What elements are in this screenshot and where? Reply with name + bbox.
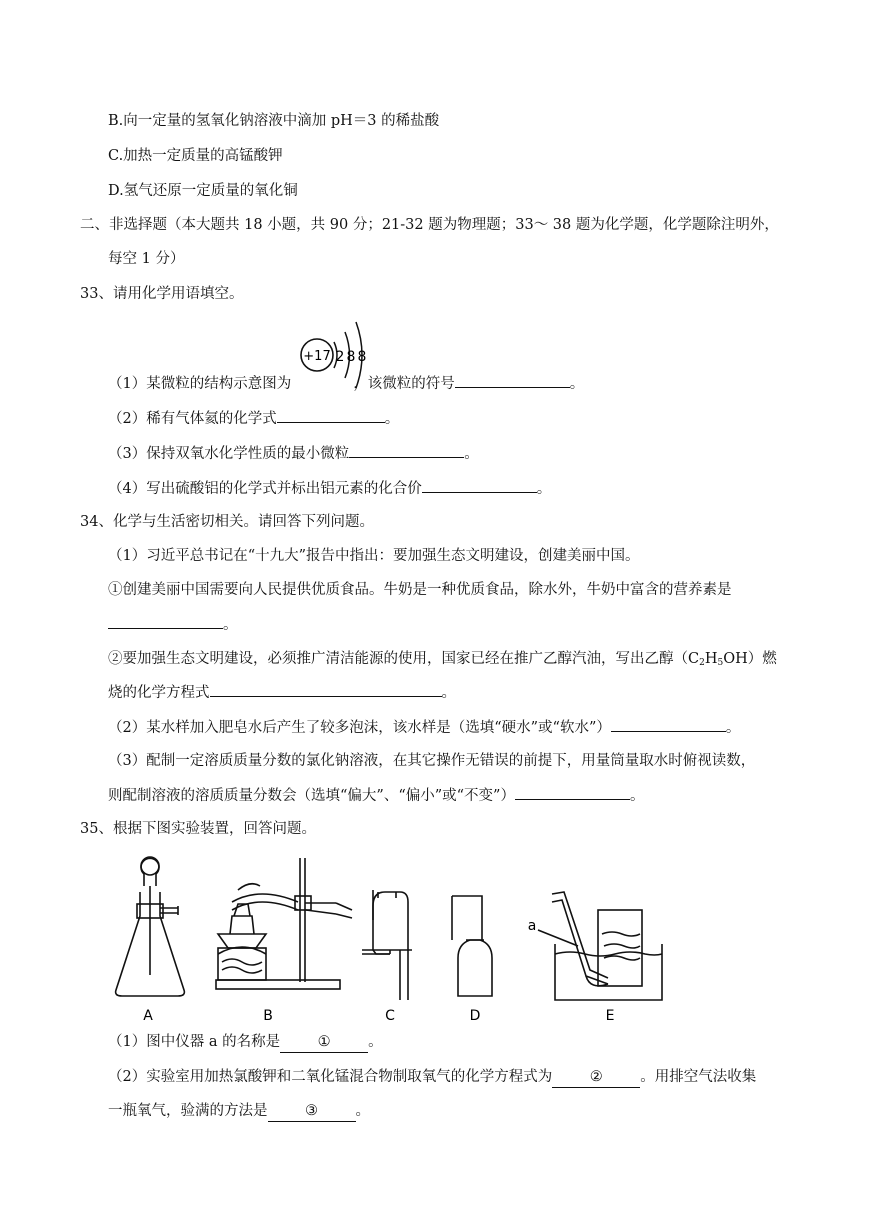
answer-blank[interactable]: [455, 373, 570, 388]
q34-part1a-answer: [108, 614, 238, 635]
atom-shell-3: 8: [357, 349, 367, 365]
apparatus-label-a: A: [143, 1008, 153, 1024]
punct: 。: [464, 446, 479, 462]
atom-shell-1: 2: [335, 349, 345, 365]
q34-part2-text: （2）某水样加入肥皂水后产生了较多泡沫，该水样是（选填“硬水”或“软水”）: [108, 720, 611, 736]
atom-shell-2: 8: [346, 349, 356, 365]
answer-blank[interactable]: [422, 478, 537, 493]
subscript: 5: [717, 658, 724, 668]
answer-blank[interactable]: [277, 408, 385, 423]
q33-part3-text: （3）保持双氧水化学性质的最小微粒: [108, 446, 350, 462]
q33-part1: [108, 373, 584, 394]
answer-blank[interactable]: [108, 614, 223, 629]
punct: 。: [384, 411, 400, 427]
atom-nucleus-charge: +17: [303, 349, 331, 364]
punct: 。: [223, 617, 238, 633]
q35-part1-text: （1）图中仪器 a 的名称是: [108, 1034, 281, 1050]
section-heading-cont: 每空 1 分）: [108, 251, 185, 267]
punct: 。: [629, 788, 645, 804]
q33-part1-text: （1）某微粒的结构示意图为: [108, 376, 292, 392]
apparatus-label-e: E: [605, 1008, 615, 1024]
q34-part3-cont-text: 则配制溶液的溶质质量分数会（选填“偏大”、“偏小”或“不变”）: [108, 788, 515, 804]
q34-part3: （3）配制一定溶质质量分数的氯化钠溶液，在其它操作无错误的前提下，用量筒量取水时俯视读数，: [108, 753, 756, 769]
q34-part3-cont: [108, 785, 644, 806]
apparatus-label-c: C: [385, 1008, 395, 1024]
apparatus-label-d: D: [469, 1008, 481, 1024]
q35-part2-cont-text: 一瓶氧气，验满的方法是: [108, 1103, 268, 1119]
punct: 。: [536, 481, 552, 497]
apparatus-b-heating: [216, 858, 352, 989]
apparatus-a-flask: [116, 857, 185, 996]
q33-part2: [108, 408, 399, 429]
q33-part4: [108, 478, 551, 499]
answer-blank-1[interactable]: ①: [280, 1032, 368, 1053]
q35-part2-text2: 。用排空气法收集: [640, 1069, 757, 1085]
q34-part1b-cont-text: 烧的化学方程式: [108, 685, 210, 701]
option-d: D.氢气还原一定质量的氧化铜: [108, 183, 298, 199]
apparatus-d-bottle: [452, 896, 492, 996]
answer-blank[interactable]: [515, 785, 630, 800]
punct: 。: [725, 720, 741, 736]
answer-blank[interactable]: [210, 682, 442, 697]
punct: 。: [441, 685, 456, 701]
q34-part1b-text: ②要加强生态文明建设，必须推广清洁能源的使用，国家已经在推广乙醇汽油，写出乙醇（C: [108, 651, 700, 667]
punct: 。: [368, 1034, 383, 1050]
q33-part1-text2: ，该微粒的符号: [353, 376, 455, 392]
q33-part4-text: （4）写出硫酸铝的化学式并标出铝元素的化合价: [108, 481, 422, 497]
q35-part2: [108, 1067, 756, 1088]
answer-blank[interactable]: [611, 717, 726, 732]
apparatus-figure: [100, 850, 670, 1025]
q35-part1: [108, 1032, 383, 1053]
q34-part2: [108, 717, 740, 738]
q33-title: 33、请用化学用语填空。: [80, 286, 244, 302]
option-c: C.加热一定质量的高锰酸钾: [108, 148, 283, 164]
answer-blank-2[interactable]: ②: [552, 1067, 640, 1088]
instrument-label-a: a: [527, 918, 537, 934]
subscript: 2: [699, 658, 705, 668]
punct: 。: [355, 1103, 370, 1119]
option-b: B.向一定量的氢氧化钠溶液中滴加 pH＝3 的稀盐酸: [108, 113, 440, 129]
q34-part1: （1）习近平总书记在“十九大”报告中指出：要加强生态文明建设，创建美丽中国。: [108, 548, 640, 564]
q35-title: 35、根据下图实验装置，回答问题。: [80, 821, 316, 837]
q34-title: 34、化学与生活密切相关。请回答下列问题。: [80, 514, 374, 530]
apparatus-e-trough: [538, 892, 662, 1000]
punct: 。: [569, 376, 585, 392]
q35-part2-text: （2）实验室用加热氯酸钾和二氧化锰混合物制取氧气的化学方程式为: [108, 1069, 553, 1085]
q34-part1b-text: OH）燃: [723, 651, 777, 667]
q35-part2-cont: [108, 1101, 370, 1122]
q33-part3: [108, 443, 479, 464]
q34-part1b-text: H: [704, 651, 718, 667]
q34-part1b-cont: [108, 682, 456, 703]
answer-blank-3[interactable]: ③: [268, 1101, 356, 1122]
q34-part1b: [108, 649, 777, 673]
section-heading: 二、非选择题（本大题共 18 小题，共 90 分；21-32 题为物理题；33～ 38 题为化学题，化学题除注明外，: [80, 217, 779, 233]
apparatus-label-b: B: [263, 1008, 273, 1024]
q33-part2-text: （2）稀有气体氦的化学式: [108, 411, 277, 427]
apparatus-c-bottle: [362, 890, 412, 1000]
q34-part1a: ①创建美丽中国需要向人民提供优质食品。牛奶是一种优质食品，除水外，牛奶中富含的营养素是: [108, 582, 732, 598]
answer-blank[interactable]: [349, 443, 464, 458]
